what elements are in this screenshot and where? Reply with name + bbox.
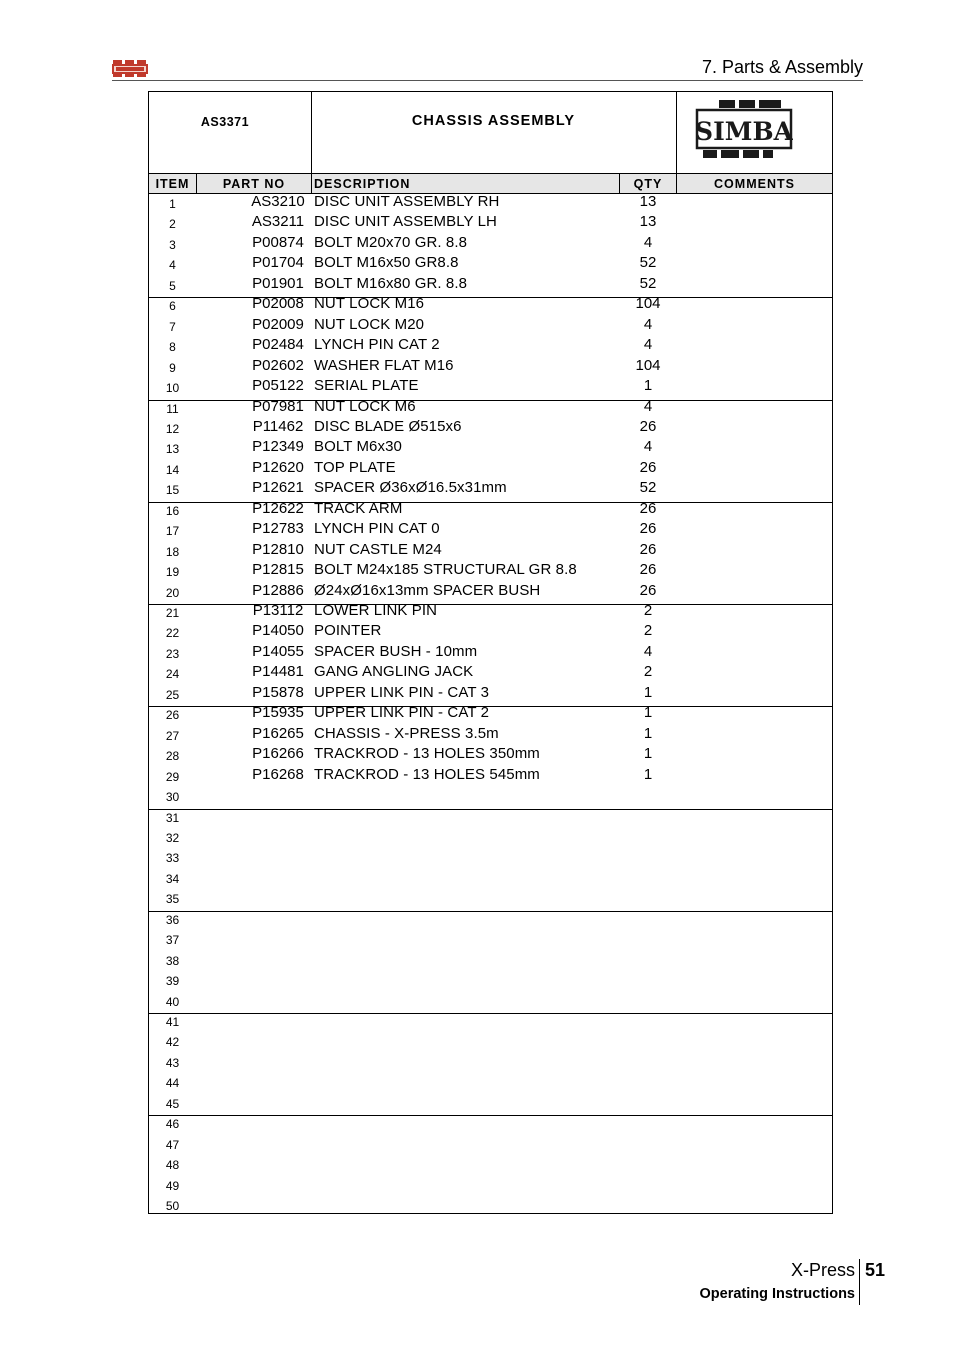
- part-quantity: 1: [643, 704, 653, 722]
- item-number: 13: [165, 442, 180, 457]
- item-number: 42: [165, 1035, 180, 1050]
- simba-logo: [695, 98, 793, 162]
- part-quantity: 104: [635, 295, 661, 313]
- item-number: 4: [169, 258, 176, 273]
- part-number: P05122: [252, 377, 304, 395]
- part-description: LOWER LINK PIN: [314, 602, 438, 619]
- part-quantity: 4: [643, 315, 653, 333]
- simba-logo-text: SIMBA: [695, 117, 793, 146]
- item-number: 22: [165, 626, 180, 641]
- part-quantity: 1: [643, 765, 653, 783]
- part-quantity: 4: [643, 642, 653, 660]
- table-row: [149, 253, 832, 274]
- title-divider-right: [676, 91, 677, 194]
- table-row: [149, 806, 832, 827]
- item-number: 2: [169, 217, 176, 232]
- part-description: LYNCH PIN CAT 2: [314, 336, 440, 354]
- part-quantity: 4: [643, 233, 653, 251]
- col-item: ITEM: [155, 177, 190, 191]
- header-divider: [112, 80, 863, 81]
- part-description: Ø24xØ16x13mm SPACER BUSH: [314, 581, 541, 599]
- part-number: AS3211: [251, 213, 305, 231]
- item-number: 6: [169, 299, 176, 314]
- part-number: P02008: [252, 295, 304, 313]
- table-row: [149, 765, 832, 786]
- item-number: 28: [165, 749, 180, 764]
- part-number: P12620: [252, 458, 304, 476]
- item-number: 33: [165, 851, 180, 866]
- item-number: 49: [165, 1178, 180, 1193]
- simba-small-logo: [112, 59, 148, 78]
- item-number: 18: [165, 544, 180, 559]
- item-number: 3: [169, 237, 176, 252]
- table-row: [149, 826, 832, 847]
- item-number: 25: [165, 687, 180, 702]
- part-description: BOLT M16x50 GR8.8: [314, 254, 459, 272]
- part-description: NUT LOCK M6: [314, 397, 416, 415]
- item-number: 5: [169, 278, 176, 293]
- table-row: [149, 458, 832, 479]
- item-number: 27: [165, 728, 180, 743]
- table-row: [149, 1010, 832, 1031]
- item-number: 36: [165, 912, 180, 927]
- table-row: [149, 683, 832, 704]
- part-description: BOLT M6x30: [314, 438, 402, 456]
- table-row: [149, 417, 832, 438]
- col-part-no: PART NO: [222, 177, 286, 191]
- table-row: [149, 560, 832, 581]
- part-number: P15935: [252, 704, 304, 722]
- footer-divider: [859, 1259, 860, 1305]
- title-block-divider: [149, 173, 833, 174]
- item-number: 41: [165, 1015, 180, 1029]
- part-number: P12349: [252, 438, 304, 456]
- part-quantity: 26: [639, 561, 657, 579]
- table-row: [149, 908, 832, 929]
- table-row: [149, 1194, 832, 1215]
- section-title: 7. Parts & Assembly: [701, 57, 863, 77]
- part-quantity: 4: [643, 397, 653, 415]
- part-quantity: 2: [643, 602, 653, 619]
- table-row: [149, 294, 832, 315]
- part-description: NUT CASTLE M24: [314, 540, 442, 558]
- part-description: NUT LOCK M20: [314, 315, 425, 333]
- part-number: P16268: [252, 765, 304, 783]
- item-number: 29: [165, 769, 180, 784]
- part-quantity: 13: [639, 193, 657, 210]
- table-row: [149, 1112, 832, 1133]
- part-quantity: 13: [639, 213, 657, 231]
- table-row: [149, 581, 832, 602]
- part-quantity: 26: [639, 520, 657, 538]
- page-number: 51: [865, 1260, 886, 1280]
- table-row: [149, 969, 832, 990]
- part-description: GANG ANGLING JACK: [314, 663, 474, 681]
- table-row: [149, 1092, 832, 1113]
- part-number: AS3210: [251, 193, 305, 210]
- table-row: [149, 1071, 832, 1092]
- part-quantity: 104: [635, 356, 661, 374]
- part-number: P07981: [252, 397, 304, 415]
- table-row: [149, 1030, 832, 1051]
- table-row: [149, 846, 832, 867]
- part-quantity: 26: [639, 581, 657, 599]
- part-number: P12886: [252, 581, 304, 599]
- table-row: [149, 867, 832, 888]
- item-number: 39: [165, 974, 180, 989]
- part-quantity: 26: [639, 540, 657, 558]
- table-row: [149, 642, 832, 663]
- item-number: 38: [165, 953, 180, 968]
- table-row: [149, 376, 832, 397]
- part-quantity: 2: [643, 663, 653, 681]
- col-divider-item: [196, 173, 197, 193]
- item-number: 32: [165, 830, 180, 845]
- part-number: P15878: [252, 683, 304, 701]
- table-row: [149, 437, 832, 458]
- part-number: P12815: [252, 561, 304, 579]
- item-number: 17: [165, 524, 180, 539]
- col-description: DESCRIPTION: [314, 177, 411, 191]
- table-row: [149, 397, 832, 418]
- item-number: 1: [169, 197, 176, 211]
- part-number: P16265: [252, 724, 304, 742]
- part-description: SPACER BUSH - 10mm: [314, 642, 478, 660]
- part-description: NUT LOCK M16: [314, 295, 425, 313]
- assembly-title: CHASSIS ASSEMBLY: [411, 113, 576, 129]
- part-number: P12810: [252, 540, 304, 558]
- table-row: [149, 335, 832, 356]
- part-number: P16266: [252, 745, 304, 763]
- table-row: [149, 928, 832, 949]
- part-number: P13112: [252, 602, 304, 619]
- item-number: 20: [165, 585, 180, 600]
- part-quantity: 1: [643, 745, 653, 763]
- part-description: CHASSIS - X-PRESS 3.5m: [314, 724, 499, 742]
- part-description: BOLT M20x70 GR. 8.8: [314, 233, 468, 251]
- item-number: 47: [165, 1137, 180, 1152]
- table-row: [149, 949, 832, 970]
- table-row: [149, 499, 832, 520]
- table-row: [149, 990, 832, 1011]
- table-row: [149, 662, 832, 683]
- item-number: 21: [165, 606, 180, 620]
- item-number: 50: [165, 1199, 180, 1214]
- part-number: P12621: [252, 479, 304, 497]
- part-quantity: 1: [643, 683, 653, 701]
- part-description: SPACER Ø36xØ16.5x31mm: [314, 479, 507, 497]
- item-number: 44: [165, 1076, 180, 1091]
- item-number: 16: [165, 503, 180, 518]
- table-row: [149, 1051, 832, 1072]
- item-number: 26: [165, 708, 180, 723]
- item-number: 45: [165, 1096, 180, 1111]
- part-quantity: 52: [639, 274, 657, 292]
- part-description: UPPER LINK PIN - CAT 3: [314, 683, 490, 701]
- table-row: [149, 601, 832, 622]
- part-number: P14481: [252, 663, 304, 681]
- part-quantity: 1: [643, 724, 653, 742]
- item-number: 12: [165, 421, 180, 436]
- table-row: [149, 1153, 832, 1174]
- part-number: P02484: [252, 336, 304, 354]
- part-quantity: 52: [639, 479, 657, 497]
- part-number: P12622: [252, 499, 304, 517]
- product-name: X-Press: [790, 1260, 855, 1280]
- table-row: [149, 540, 832, 561]
- item-number: 37: [165, 933, 180, 948]
- part-quantity: 52: [639, 254, 657, 272]
- table-row: [149, 724, 832, 745]
- item-number: 11: [166, 401, 179, 416]
- item-number: 46: [165, 1117, 180, 1132]
- table-row: [149, 212, 832, 233]
- part-description: TRACKROD - 13 HOLES 545mm: [314, 765, 540, 783]
- part-description: WASHER FLAT M16: [314, 356, 454, 374]
- item-number: 7: [169, 319, 176, 334]
- table-row: [149, 233, 832, 254]
- table-row: [149, 785, 832, 806]
- table-row: [149, 478, 832, 499]
- part-description: TRACK ARM: [314, 499, 403, 517]
- item-number: 35: [165, 892, 180, 907]
- part-description: DISC BLADE Ø515x6: [314, 417, 462, 435]
- part-description: TOP PLATE: [314, 458, 396, 476]
- item-number: 24: [165, 667, 180, 682]
- col-comments: COMMENTS: [714, 177, 795, 191]
- table-row: [149, 621, 832, 642]
- part-quantity: 4: [643, 438, 653, 456]
- col-qty: QTY: [633, 177, 663, 191]
- part-description: POINTER: [314, 622, 382, 640]
- part-number: P14050: [252, 622, 304, 640]
- table-row: [149, 274, 832, 295]
- part-quantity: 26: [639, 458, 657, 476]
- table-row: [149, 1174, 832, 1195]
- part-number: P11462: [252, 417, 304, 435]
- table-row: [149, 887, 832, 908]
- col-divider-desc: [619, 173, 620, 193]
- item-number: 31: [165, 810, 180, 825]
- item-number: 14: [165, 462, 180, 477]
- part-quantity: 26: [639, 417, 657, 435]
- part-description: BOLT M24x185 STRUCTURAL GR 8.8: [314, 561, 577, 579]
- part-number: P12783: [252, 520, 304, 538]
- table-row: [149, 703, 832, 724]
- item-number: 8: [169, 340, 176, 355]
- part-description: LYNCH PIN CAT 0: [314, 520, 440, 538]
- part-quantity: 4: [643, 336, 653, 354]
- table-row: [149, 315, 832, 336]
- part-quantity: 2: [643, 622, 653, 640]
- table-row: [149, 356, 832, 377]
- part-number: P01704: [252, 254, 304, 272]
- item-number: 19: [165, 565, 180, 580]
- part-description: DISC UNIT ASSEMBLY LH: [314, 213, 497, 231]
- part-number: P00874: [252, 233, 304, 251]
- part-description: DISC UNIT ASSEMBLY RH: [314, 193, 500, 210]
- assembly-number: AS3371: [200, 115, 250, 129]
- item-number: 34: [165, 871, 180, 886]
- part-description: SERIAL PLATE: [314, 377, 419, 395]
- item-number: 9: [169, 360, 176, 375]
- part-description: UPPER LINK PIN - CAT 2: [314, 704, 490, 722]
- item-number: 23: [165, 646, 180, 661]
- part-number: P14055: [252, 642, 304, 660]
- part-description: BOLT M16x80 GR. 8.8: [314, 274, 468, 292]
- item-number: 15: [165, 483, 180, 498]
- part-number: P01901: [252, 274, 304, 292]
- item-number: 40: [165, 994, 180, 1009]
- item-number: 48: [165, 1158, 180, 1173]
- part-description: TRACKROD - 13 HOLES 350mm: [314, 745, 540, 763]
- item-number: 43: [165, 1055, 180, 1070]
- part-quantity: 1: [643, 377, 653, 395]
- table-row: [149, 192, 832, 213]
- col-divider-part: [311, 173, 312, 193]
- table-row: [149, 1133, 832, 1154]
- part-number: P02009: [252, 315, 304, 333]
- item-number: 30: [165, 790, 180, 805]
- table-row: [149, 519, 832, 540]
- table-row: [149, 744, 832, 765]
- part-quantity: 26: [639, 499, 657, 517]
- item-number: 10: [165, 381, 180, 396]
- footer-subtitle: Operating Instructions: [699, 1286, 855, 1302]
- part-number: P02602: [252, 356, 304, 374]
